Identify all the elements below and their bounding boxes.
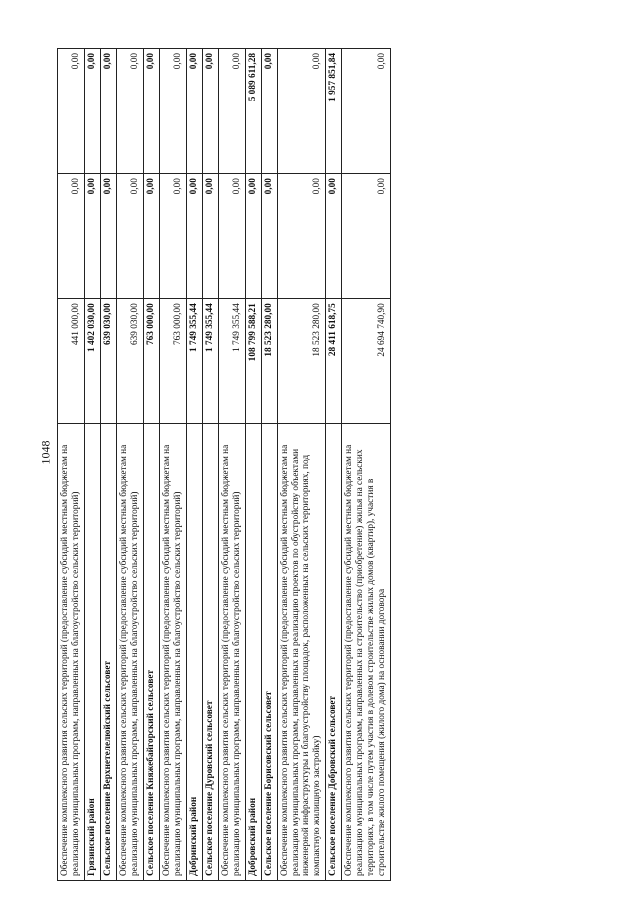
table-row: [143, 49, 159, 881]
value-cell-1: 18 523 280,00: [261, 299, 277, 424]
value-cell-2: 0,00: [186, 174, 202, 299]
row-name-cell: Обеспечение комплексного развития сельских территорий (предоставление субсидий местным бюджетам на реализацию муниципальных программ, направленных на благоустройство сельских территорий): [58, 424, 85, 881]
value-cell-1: 763 000,00: [143, 299, 159, 424]
row-name-cell: Грязинский район: [84, 424, 100, 881]
row-name-cell: Добровский район: [245, 424, 261, 881]
value-cell-1: 639 030,00: [116, 299, 143, 424]
value-cell-1: 441 000,00: [58, 299, 85, 424]
budget-table-body: [58, 49, 391, 881]
table-row: [202, 49, 218, 881]
value-cell-3: 0,00: [116, 49, 143, 174]
row-name-cell: Обеспечение комплексного развития сельских территорий (предоставление субсидий местным бюджетам на реализацию муниципальных программ, направленных на реализацию проектов по обустройству объектами инженерной инфраструктуры и благоустройству площадок, расположенных на сельских территориях, под компактную жилищную застройку): [277, 424, 326, 881]
value-cell-1: 28 411 618,75: [326, 299, 342, 424]
value-cell-1: 18 523 280,00: [277, 299, 326, 424]
table-row: [100, 49, 116, 881]
value-cell-2: 0,00: [261, 174, 277, 299]
row-name-cell: Обеспечение комплексного развития сельских территорий (предоставление субсидий местным бюджетам на реализацию муниципальных программ, направленных на строительство (приобретение) жилья на сельских территориях, в том числе путем участия в долевом строительстве жилых домов (квартир), участия в строительстве жилого помещения (жилого дома) на основании договора: [342, 424, 391, 881]
row-name-cell: Сельское поселение Борисовский сельсовет: [261, 424, 277, 881]
value-cell-1: 639 030,00: [100, 299, 116, 424]
page-number: 1048: [38, 440, 53, 465]
value-cell-3: 0,00: [342, 49, 391, 174]
value-cell-2: 0,00: [100, 174, 116, 299]
row-name-cell: Сельское поселение Дуровский сельсовет: [202, 424, 218, 881]
table-row: [342, 49, 391, 881]
value-cell-2: 0,00: [84, 174, 100, 299]
value-cell-3: 0,00: [218, 49, 245, 174]
budget-table: [57, 48, 391, 881]
table-row: [245, 49, 261, 881]
value-cell-3: 0,00: [84, 49, 100, 174]
value-cell-2: 0,00: [159, 174, 186, 299]
value-cell-2: 0,00: [277, 174, 326, 299]
value-cell-2: 0,00: [245, 174, 261, 299]
value-cell-1: 24 694 740,90: [342, 299, 391, 424]
value-cell-3: 0,00: [159, 49, 186, 174]
value-cell-3: 0,00: [261, 49, 277, 174]
table-row: [277, 49, 326, 881]
value-cell-3: 0,00: [186, 49, 202, 174]
value-cell-1: 1 749 355,44: [218, 299, 245, 424]
row-name-cell: Сельское поселение Добровский сельсовет: [326, 424, 342, 881]
value-cell-2: 0,00: [202, 174, 218, 299]
table-row: [159, 49, 186, 881]
row-name-cell: Обеспечение комплексного развития сельских территорий (предоставление субсидий местным бюджетам на реализацию муниципальных программ, направленных на благоустройство сельских территорий): [116, 424, 143, 881]
value-cell-1: 1 749 355,44: [202, 299, 218, 424]
value-cell-2: 0,00: [218, 174, 245, 299]
table-row: [186, 49, 202, 881]
row-name-cell: Сельское поселение Княжебайгорский сельсовет: [143, 424, 159, 881]
table-row: [261, 49, 277, 881]
row-name-cell: Добринский район: [186, 424, 202, 881]
table-row: [58, 49, 85, 881]
rotated-page-content: [57, 48, 583, 881]
table-row: [116, 49, 143, 881]
value-cell-3: 0,00: [277, 49, 326, 174]
value-cell-1: 763 000,00: [159, 299, 186, 424]
value-cell-2: 0,00: [143, 174, 159, 299]
value-cell-3: 5 089 611,28: [245, 49, 261, 174]
value-cell-3: 0,00: [58, 49, 85, 174]
value-cell-3: 0,00: [202, 49, 218, 174]
value-cell-3: 0,00: [100, 49, 116, 174]
table-row: [218, 49, 245, 881]
value-cell-2: 0,00: [326, 174, 342, 299]
value-cell-3: 0,00: [143, 49, 159, 174]
value-cell-1: 1 749 355,44: [186, 299, 202, 424]
value-cell-2: 0,00: [58, 174, 85, 299]
table-row: [326, 49, 342, 881]
value-cell-1: 108 799 588,21: [245, 299, 261, 424]
value-cell-3: 1 957 851,84: [326, 49, 342, 174]
value-cell-1: 1 402 030,00: [84, 299, 100, 424]
row-name-cell: Обеспечение комплексного развития сельских территорий (предоставление субсидий местным бюджетам на реализацию муниципальных программ, направленных на благоустройство сельских территорий): [159, 424, 186, 881]
table-row: [84, 49, 100, 881]
row-name-cell: Сельское поселение Верхнетелелюйский сельсовет: [100, 424, 116, 881]
value-cell-2: 0,00: [342, 174, 391, 299]
row-name-cell: Обеспечение комплексного развития сельских территорий (предоставление субсидий местным бюджетам на реализацию муниципальных программ, направленных на благоустройство сельских территорий): [218, 424, 245, 881]
value-cell-2: 0,00: [116, 174, 143, 299]
